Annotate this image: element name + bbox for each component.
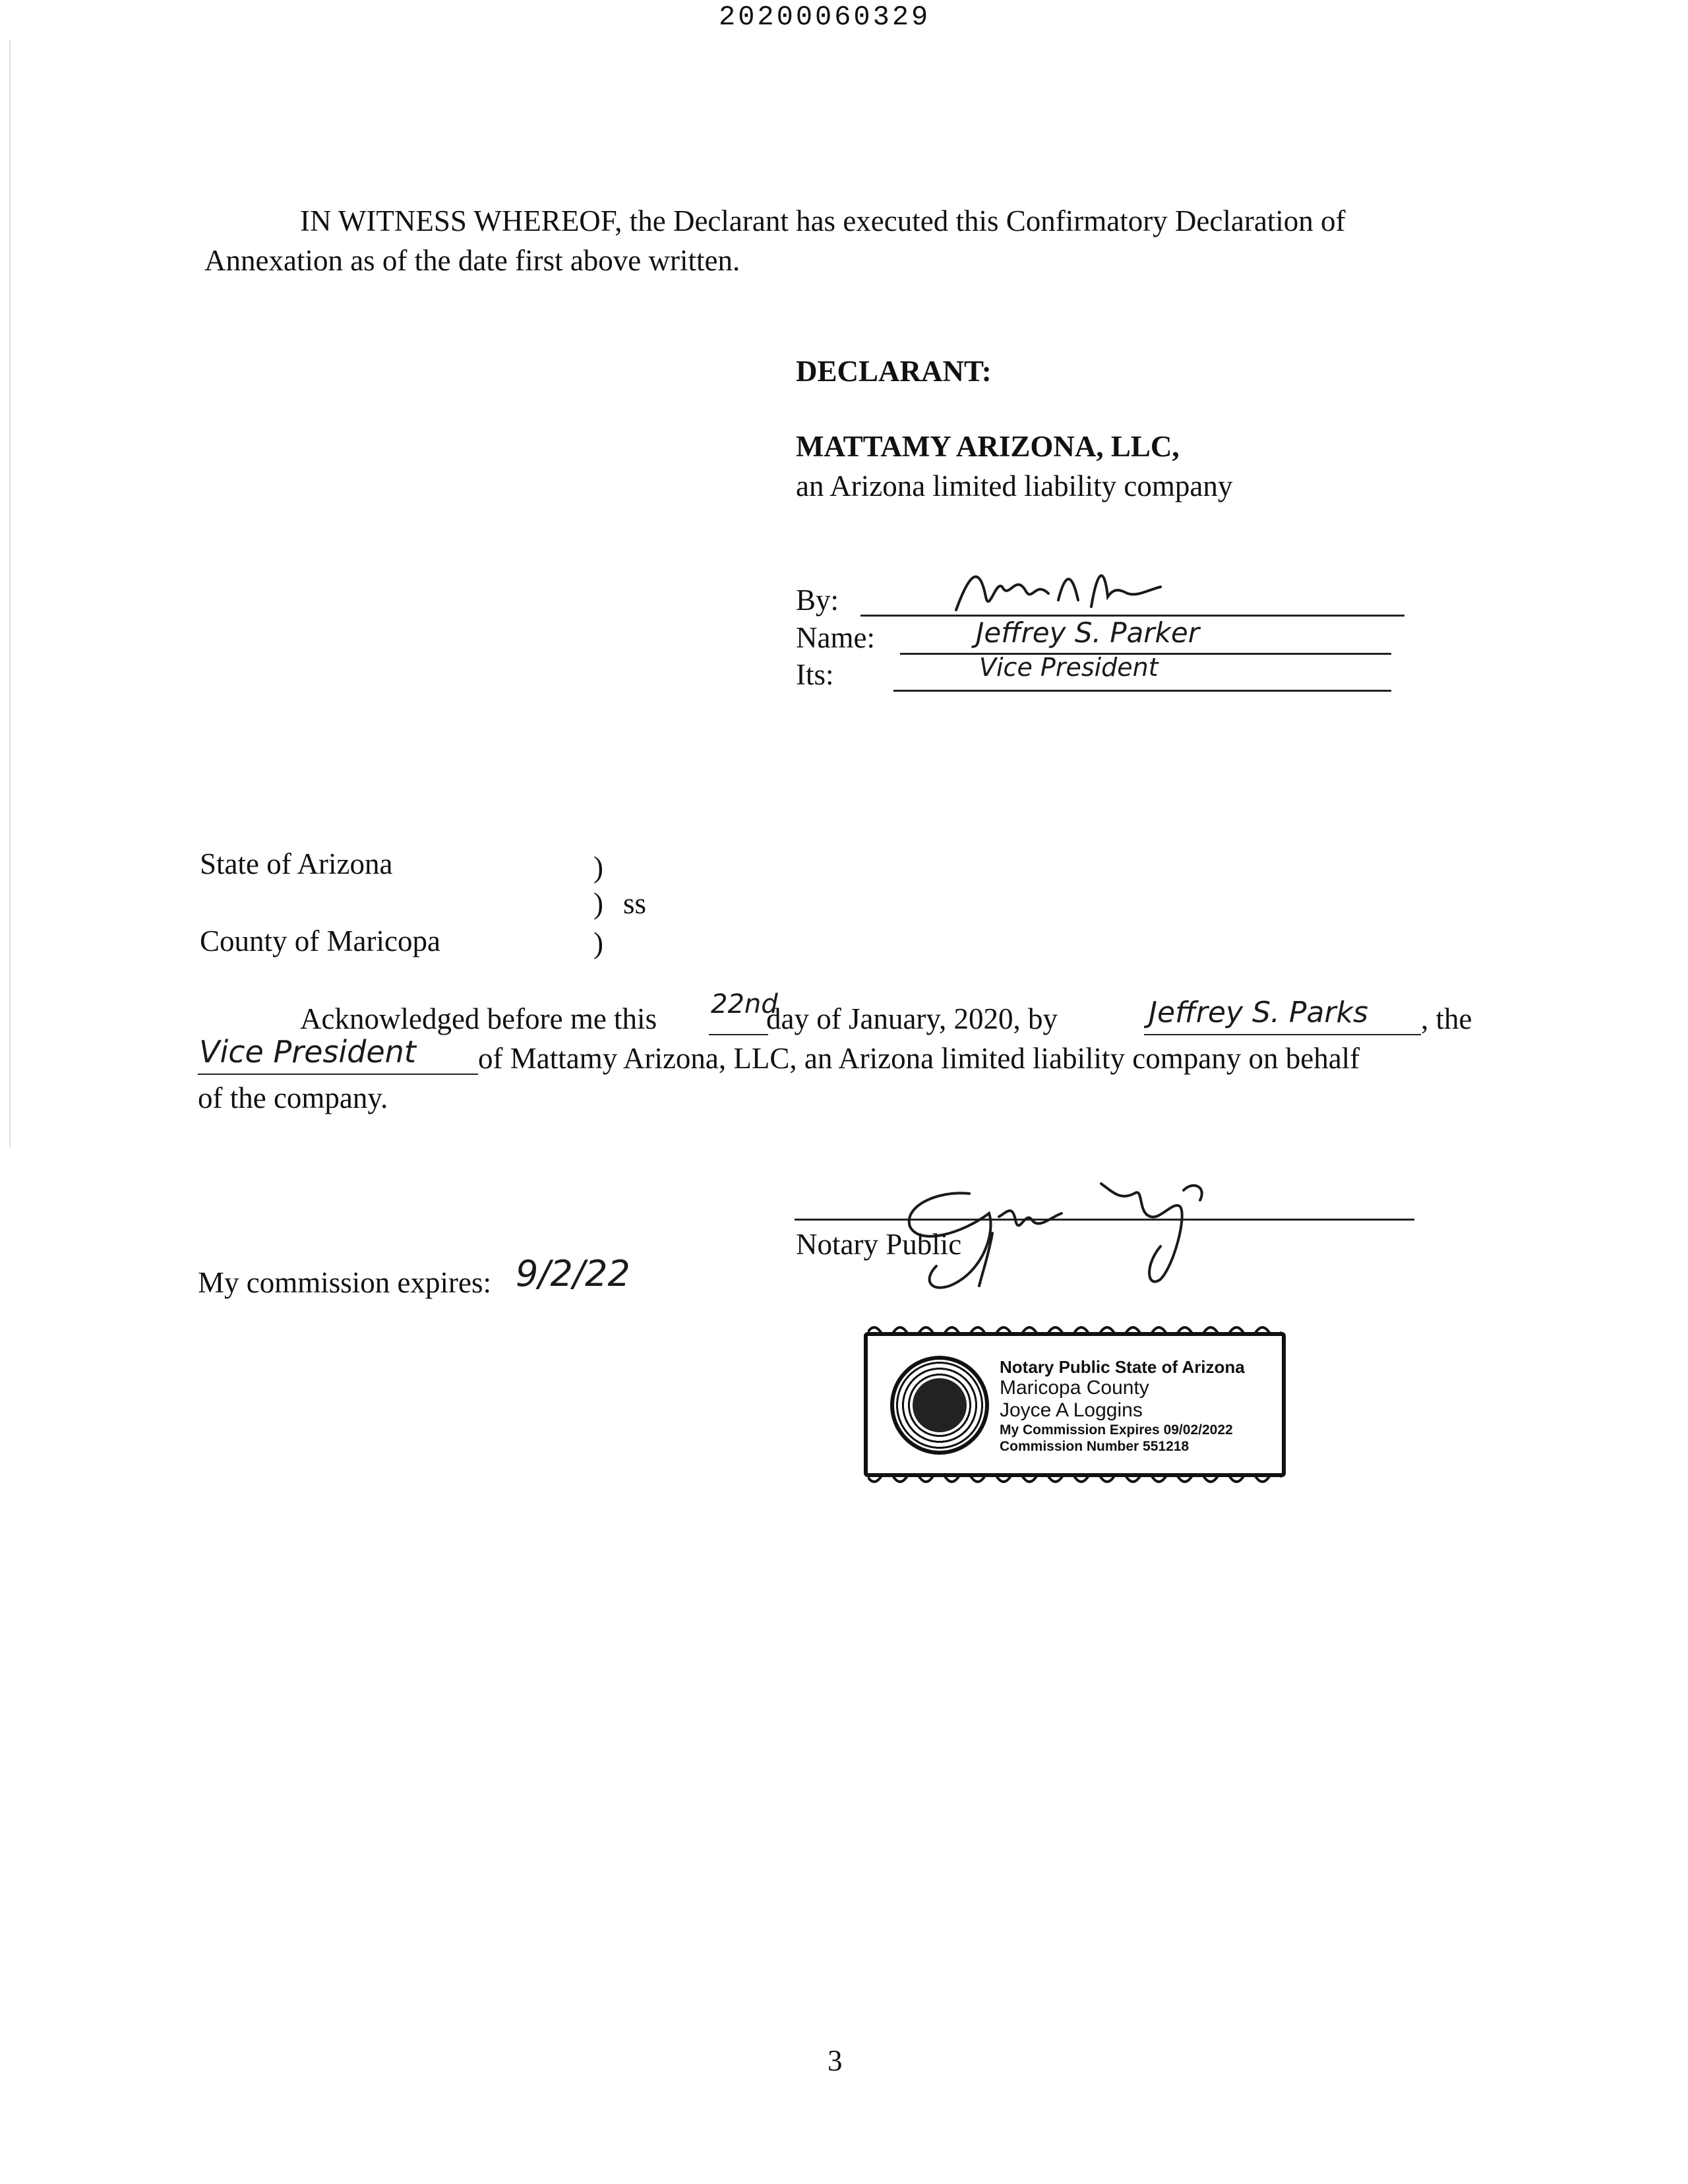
stamp-line-2: Maricopa County (1000, 1377, 1149, 1399)
notary-stamp (864, 1332, 1286, 1477)
venue-county: County of Maricopa (200, 925, 440, 957)
stamp-line-3: Joyce A Loggins (1000, 1399, 1143, 1421)
ack-title: Vice President (199, 1034, 416, 1070)
name-value: Jeffrey S. Parker (976, 617, 1199, 649)
name-label: Name: (796, 621, 875, 654)
witness-line-2: Annexation as of the date first above written. (204, 244, 740, 277)
witness-line-1: IN WITNESS WHEREOF, the Declarant has executed this Confirmatory Declaration of (300, 204, 1346, 237)
its-line (893, 690, 1391, 692)
page-number: 3 (828, 2044, 843, 2077)
stamp-line-4: My Commission Expires 09/02/2022 (1000, 1422, 1233, 1438)
ack-day-line (709, 1034, 768, 1035)
state-seal-icon (890, 1356, 989, 1455)
by-signature (950, 561, 1167, 620)
ack-person-line (1144, 1034, 1421, 1035)
venue-paren-2: ) (593, 887, 603, 920)
stamp-top-border-icon (868, 1323, 1282, 1336)
ack-line-3: of the company. (198, 1081, 388, 1114)
its-value: Vice President (979, 653, 1159, 682)
notary-label: Notary Public (796, 1228, 962, 1261)
venue-paren-3: ) (593, 926, 603, 959)
ack-part-2: day of January, 2020, by (766, 1002, 1058, 1035)
commission-label: My commission expires: (198, 1266, 491, 1299)
venue-state: State of Arizona (200, 847, 393, 880)
venue-ss: ss (623, 887, 647, 920)
ack-title-line (198, 1074, 478, 1075)
stamp-line-5: Commission Number 551218 (1000, 1439, 1190, 1454)
ack-part-3: , the (1421, 1002, 1472, 1035)
ack-part-1: Acknowledged before me this (300, 1002, 657, 1035)
ack-day: 22nd (711, 989, 778, 1019)
document-number: 20200060329 (719, 1, 931, 33)
its-label: Its: (796, 658, 834, 691)
declarant-heading: DECLARANT: (796, 355, 992, 388)
ack-person: Jeffrey S. Parks (1149, 996, 1368, 1029)
commission-value: 9/2/22 (516, 1253, 630, 1294)
by-label: By: (796, 584, 839, 617)
declarant-company: MATTAMY ARIZONA, LLC, (796, 430, 1180, 463)
stamp-bottom-border-icon (868, 1473, 1282, 1486)
ack-part-4: of Mattamy Arizona, LLC, an Arizona limited liability company on behalf (478, 1042, 1360, 1075)
declarant-description: an Arizona limited liability company (796, 470, 1233, 502)
venue-paren-1: ) (593, 851, 603, 884)
stamp-text (1000, 1357, 1245, 1455)
stamp-line-1: Notary Public State of Arizona (1000, 1357, 1245, 1377)
scan-edge (9, 40, 11, 1147)
